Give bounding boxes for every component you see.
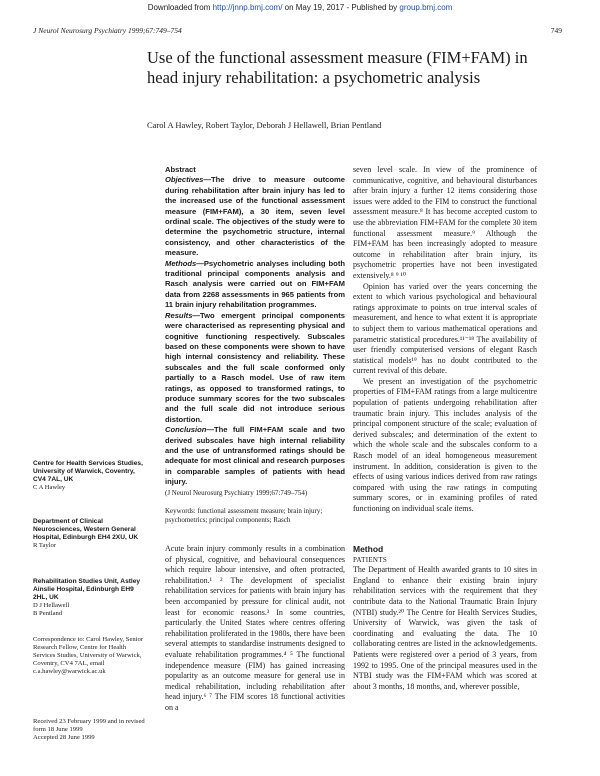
- download-banner: [0, 3, 600, 12]
- body-column-2-bottom: [353, 544, 537, 692]
- article-title: Use of the functional assessment measure (FIM+FAM) in head injury rehabilitation: a psychometric analysis: [147, 48, 528, 87]
- download-prefix: Downloaded from: [147, 3, 213, 12]
- download-middle: on May 19, 2017 - Published by: [282, 3, 400, 12]
- subsection-heading: PATIENTS: [353, 555, 388, 564]
- affiliation-3: [33, 578, 148, 618]
- affiliation-org: Department of Clinical Neurosciences, Western General Hospital, Edinburgh EH4 2XU, UK: [33, 518, 139, 541]
- paragraph: We present an investigation of the psychometric properties of FIM+FAM ratings from a large multicentre population of patients undergoing rehabilitation after traumatic brain injury. This includes analysis of the principal component structure of the scale; evaluation of derived subscales; and determination of the extent to which the whole scale and the subscales conform to a Rasch model of an ideal homogeneous measurement instrument. In addition, consideration is given to the effects of using various indices derived from raw ratings compared with using the raw ratings in computing summary scores, or in examining profiles of rated functioning on individual scale items.: [353, 376, 537, 513]
- affiliation-org: Centre for Health Services Studies, University of Warwick, Coventry, CV4 7AL, UK: [33, 460, 143, 483]
- body-column-2-top: [353, 165, 537, 515]
- keywords: Keywords: functional assessment measure; brain injury; psychometrics; principal components; Rasch: [165, 507, 323, 524]
- page-number: 749: [550, 26, 562, 35]
- affiliation-2: [33, 518, 148, 550]
- objectives-text: The drive to measure outcome during rehabilitation after brain injury has led to the increased use of the functional assessment measure (FIM+FAM), a 30 item, seven level ordinal scale. The objectives of the study were to determine the psychometric structure, internal consistency, and other characteristics of the measure.: [165, 175, 345, 258]
- journal-citation: J Neurol Neurosurg Psychiatry 1999;67:749–754: [33, 26, 182, 35]
- paragraph: seven level scale. In view of the prominence of communicative, cognitive, and behavioural disturbances after brain injury a further 12 items considering those issues were added to the FIM to construct the functional assessment measure.⁸ It has become accepted custom to use the abbreviation FIM+FAM for the complete 30 item functional assessment measure.⁹ Although the FIM+FAM has been increasingly adopted to measure outcome in rehabilitation after brain injury, its psychometric properties have not been investigated extensively.⁸ ⁹ ¹⁰: [353, 165, 537, 280]
- received-dates: Received 23 February 1999 and in revised form 18 June 1999 Accepted 28 June 1999: [33, 718, 145, 741]
- abstract-results: [165, 311, 345, 425]
- journal-link[interactable]: http://jnnp.bmj.com/: [212, 3, 283, 12]
- author-list: Carol A Hawley, Robert Taylor, Deborah J Hellawell, Brian Pentland: [147, 120, 382, 130]
- abstract-methods: [165, 259, 345, 311]
- section-heading: Method: [353, 544, 384, 554]
- conclusion-label: Conclusion—: [165, 425, 214, 435]
- correspondence: Correspondence to: Carol Hawley, Senior Research Fellow, Centre for Health Services Studies, University of Warwick, Coventry, CV4 7AL, email c.a.hawley@warwick.ac.uk: [33, 636, 143, 675]
- results-label: Results—: [165, 310, 201, 320]
- methods-text: Psychometric analyses including both traditional principal components analysis and Rasch analysis were carried out on FIM+FAM data from 2268 assessments in 965 patients from 11 brain injury rehabilitation programmes.: [165, 258, 345, 310]
- publisher-link[interactable]: group.bmj.com: [399, 3, 453, 12]
- paragraph: Opinion has varied over the years concerning the extent to which various psychological and behavioural ratings approximate to points on true interval scales of measurement, and hence to what extent it is appropriate to subject them to various mathematical operations and parametric statistical procedures.¹¹⁻¹⁸ The availability of user friendly computerised versions of elegant Rasch statistical models¹⁹ has no doubt contributed to the current revival of this debate.: [353, 281, 537, 376]
- affiliation-names: D J Hellawell B Pentland: [33, 602, 70, 617]
- objectives-label: Objectives—: [165, 175, 212, 185]
- methods-label: Methods—: [165, 258, 204, 268]
- results-text: Two emergent principal components were characterised as representing physical and cognitive functioning respectively. Subscales based on these components were shown to have high internal consistency and reliability. These subscales and the full scale conformed only partially to a Rasch model. Use of raw item ratings, as opposed to transformed ratings, to produce summary scores for the two subscales and the full scale did not introduce serious distortion.: [165, 310, 345, 424]
- running-head: [33, 26, 562, 35]
- affiliation-names: R Taylor: [33, 542, 57, 549]
- affiliation-names: C A Hawley: [33, 484, 66, 491]
- conclusion-text: The full FIM+FAM scale and two derived subscales have high internal reliability and the use of untransformed ratings should be adequate for most clinical and research purposes in comparable samples of patients with head injury.: [165, 425, 345, 487]
- abstract-heading: Abstract: [165, 165, 196, 174]
- paragraph: The Department of Health awarded grants to 10 sites in England to enhance their existing brain injury rehabilitation services with the requirement that they contribute data to the National Traumatic Brain Injury (NTBI) study.²⁰ The Centre for Health Services Studies, University of Warwick, was given the task of coordinating and evaluating the data. The 10 collaborating centres are listed in the acknowledgements. Patients were registered over a period of 3 years, from 1992 to 1995. One of the principal measures used in the NTBI study was the FIM+FAM which was scored at about 3 months, 18 months, and, wherever possible,: [353, 565, 537, 691]
- body-column-1: [165, 544, 345, 714]
- abstract-conclusion: [165, 425, 345, 487]
- abstract-citation: (J Neurol Neurosurg Psychiatry 1999;67:749–754): [165, 488, 308, 497]
- abstract-objectives: [165, 175, 345, 258]
- abstract: [165, 165, 345, 498]
- affiliation-org: Rehabilitation Studies Unit, Astley Ainslie Hospital, Edinburgh EH9 2HL, UK: [33, 578, 141, 601]
- intro-paragraph: Acute brain injury commonly results in a combination of physical, cognitive, and behavioural consequences which require labour intensive, and often protracted, rehabilitation.¹ ² The development of specialist rehabilitation services for patients with brain injury has been accompanied by pressure for clinical audit, not least for economic reasons.³ In some countries, particularly the United States where centres offering rehabilitation proliferated in the 1980s, there have been several attempts to standardise instruments designed to evaluate rehabilitation programmes.⁴ ⁵ The functional independence measure (FIM) has gained increasing popularity as an outcome measure for general use in medical rehabilitation, including rehabilitation after head injury.⁶ ⁷ The FIM scores 18 functional activities on a: [165, 544, 345, 712]
- affiliation-1: [33, 460, 148, 492]
